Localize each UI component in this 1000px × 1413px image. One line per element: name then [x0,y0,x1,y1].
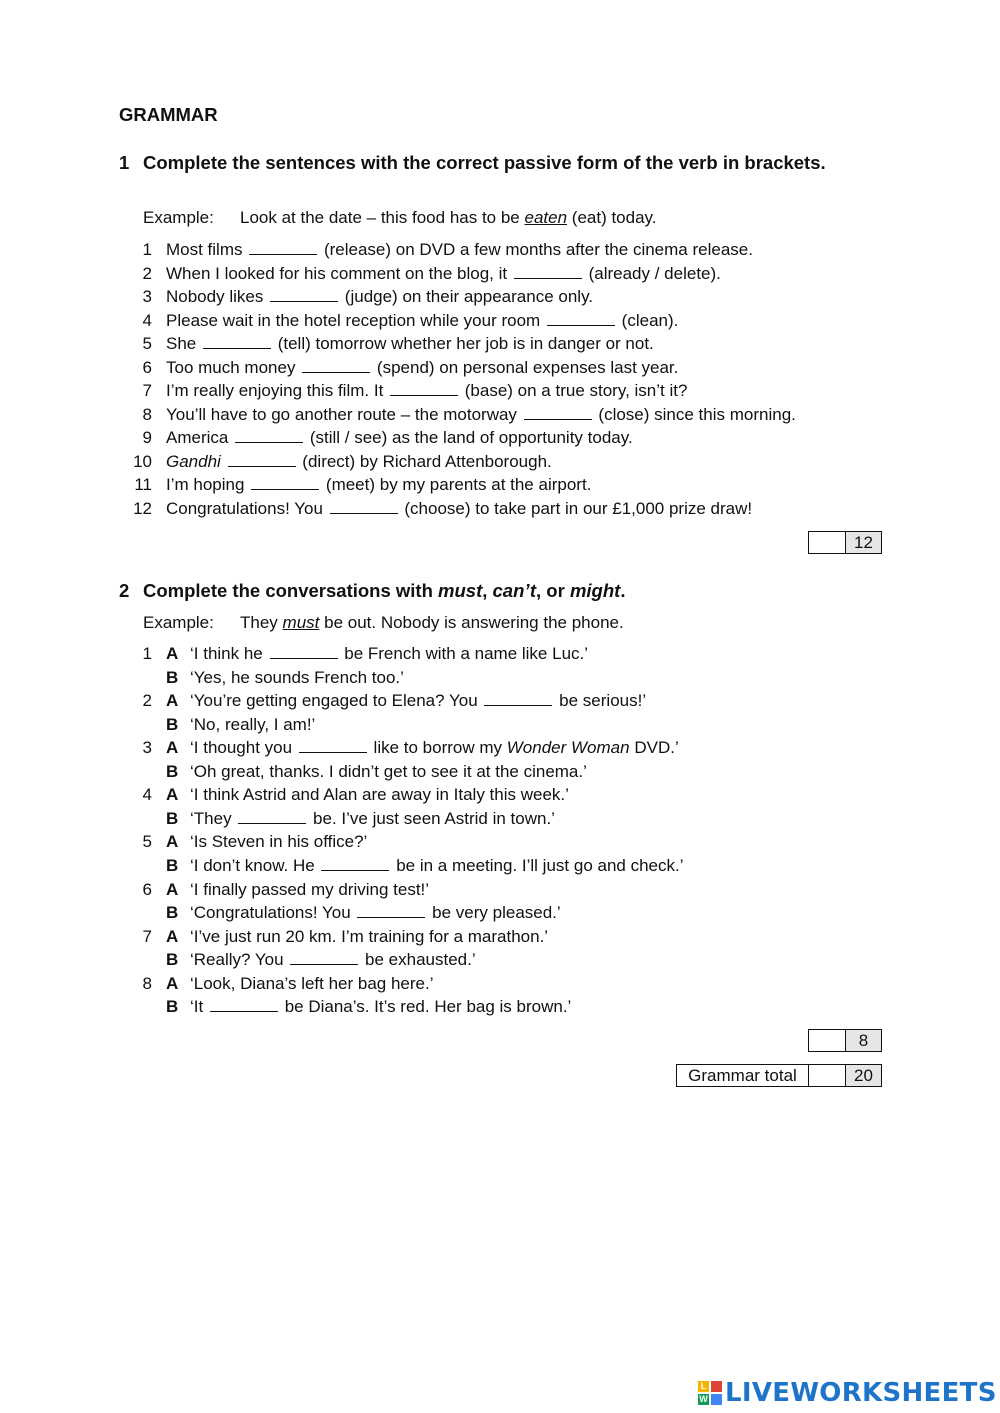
exercise-2-example [143,613,624,633]
sentence-pre: Nobody likes [166,287,264,306]
sentence-post: (choose) to take part in our £1,000 prize draw! [404,498,753,518]
example-answer: eaten [524,208,568,227]
speaker-b: B [166,903,179,922]
instruction-text: Complete the conversations with [143,580,439,601]
answer-blank[interactable] [330,499,398,514]
dialogue-line [190,691,646,711]
exercise-1-example [143,208,657,228]
dialogue-pre: ‘I thought you [190,738,293,758]
separator: , or [536,580,570,601]
dialogue-post: be serious!’ [559,691,647,711]
example-text-pre: Look at the date – this food has to be [240,208,520,227]
sentence-pre: I’m really enjoying this film. It [166,381,384,400]
item-number: 11 [134,475,152,494]
logo-letter: L [698,1381,709,1392]
sentence-pre: Please wait in the hotel reception while your room [166,310,541,330]
dialogue-line [190,997,571,1017]
sentence-item [166,381,687,401]
item-number: 8 [142,404,152,424]
sentence-item [166,499,752,519]
dialogue-pre: ‘Really? You [190,950,284,970]
answer-blank[interactable] [228,452,296,467]
sentence-item [166,334,654,354]
total-score-input[interactable] [809,1065,846,1086]
speaker-a: A [166,691,179,711]
modal-cant: can’t [492,580,537,601]
sentence-pre: When I looked for his comment on the blog, it [166,263,508,283]
sentence-pre: Congratulations! You [166,498,323,518]
sentence-pre: You’ll have to go another route – the motorway [166,404,517,424]
liveworksheets-logo[interactable] [698,1378,997,1408]
dialogue-pre: ‘They [190,808,232,828]
sentence-pre: Too much money [166,357,296,377]
speaker-a: A [166,926,179,946]
answer-blank[interactable] [547,311,615,326]
speaker-b: B [166,761,179,781]
sentence-post: (tell) tomorrow whether her job is in danger or not. [277,334,654,353]
sentence-item [166,311,678,331]
example-answer: must [282,613,320,632]
dialogue-line [190,927,548,947]
sentence-item [166,240,753,260]
dialogue-line [190,738,679,758]
score-max: 8 [846,1030,881,1051]
item-number: 4 [142,310,152,330]
modal-might: might [569,580,621,601]
answer-blank[interactable] [390,381,458,396]
dialogue-post: be very pleased.’ [432,903,561,922]
sentence-post: (judge) on their appearance only. [344,287,594,306]
exercise-2-number: 2 [119,580,130,601]
answer-blank[interactable] [238,809,306,824]
sentence-pre: Most films [166,240,243,259]
dialogue-text: ‘Yes, he sounds French too.’ [190,667,404,687]
sentence-post: (base) on a true story, isn’t it? [464,381,688,400]
dialogue-line [190,785,569,805]
dialogue-text: ‘Is Steven in his office?’ [190,832,368,852]
instruction-end: . [620,580,626,601]
dialogue-pre: ‘I think he [190,644,263,663]
total-score-max: 20 [846,1065,881,1086]
answer-blank[interactable] [270,644,338,659]
dialogue-pre: ‘I don’t know. He [190,855,315,875]
exercise-1-instruction: Complete the sentences with the correct passive form of the verb in brackets. [143,152,826,173]
dialogue-pre: ‘You’re getting engaged to Elena? You [190,691,478,711]
dialogue-line [190,762,587,782]
sentence-item [166,452,552,472]
speaker-b: B [166,950,179,970]
exercise-2-score-box [808,1029,882,1052]
logo-letter: W [699,1394,708,1404]
sentence-post: (spend) on personal expenses last year. [376,357,679,377]
brand-name: LIVEWORKSHEETS [725,1378,997,1408]
dialogue-post: like to borrow my [373,738,503,758]
dialogue-pre: ‘It [190,997,204,1017]
logo-icon [698,1381,722,1405]
answer-blank[interactable] [210,997,278,1012]
sentence-item [166,405,796,425]
score-input[interactable] [809,1030,846,1051]
speaker-b: B [166,855,179,875]
speaker-b: B [166,997,179,1017]
speaker-b: B [166,714,179,734]
answer-blank[interactable] [251,475,319,490]
item-number: 1 [142,644,152,663]
score-max: 12 [846,532,881,553]
exercise-1-score-box [808,531,882,554]
answer-blank[interactable] [357,903,425,918]
sentence-post: (direct) by Richard Attenborough. [302,451,552,471]
item-number: 9 [142,428,152,447]
dialogue-pre: ‘Congratulations! You [190,903,351,922]
example-label: Example: [143,613,214,632]
dialogue-text: ‘I think Astrid and Alan are away in Italy this week.’ [190,785,569,805]
example-text-post: be out. Nobody is answering the phone. [324,613,624,632]
separator: , [482,580,493,601]
item-number: 3 [142,738,152,758]
speaker-a: A [166,644,179,663]
answer-blank[interactable] [270,287,338,302]
answer-blank[interactable] [235,428,303,443]
example-text-post: (eat) today. [571,208,657,227]
grammar-total-label: Grammar total [677,1065,809,1086]
item-number: 10 [133,451,152,471]
dialogue-text: ‘I’ve just run 20 km. I’m training for a marathon.’ [190,926,549,946]
dialogue-line [190,644,588,664]
dialogue-line [190,950,476,970]
item-number: 6 [142,357,152,377]
sentence-post: (release) on DVD a few months after the cinema release. [323,240,753,259]
speaker-a: A [166,832,179,852]
item-number: 7 [142,381,152,400]
dialogue-post: be. I’ve just seen Astrid in town.’ [313,808,555,828]
dialogue-post: be French with a name like Luc.’ [344,644,589,663]
dialogue-text: ‘Look, Diana’s left her bag here.’ [190,973,434,993]
film-title: Gandhi [166,451,221,471]
item-number: 6 [142,879,152,899]
dialogue-line [190,809,555,829]
example-text-pre: They [240,613,278,632]
dialogue-text: ‘Oh great, thanks. I didn’t get to see it at the cinema.’ [190,761,587,781]
answer-blank[interactable] [249,240,317,255]
answer-blank[interactable] [484,691,552,706]
sentence-item [166,428,633,448]
item-number: 1 [142,240,152,259]
dialogue-post: be exhausted.’ [365,950,476,970]
dialogue-line [190,668,404,688]
speaker-b: B [166,808,179,828]
grammar-total-box [676,1064,882,1087]
speaker-a: A [166,738,179,758]
sentence-post: (close) since this morning. [598,404,796,424]
answer-blank[interactable] [514,264,582,279]
dialogue-post: be in a meeting. I’ll just go and check.’ [396,855,684,875]
dialogue-line [190,856,684,876]
sentence-item [166,287,593,307]
speaker-b: B [166,667,179,687]
answer-blank[interactable] [302,358,370,373]
example-label: Example: [143,208,214,227]
item-number: 8 [142,973,152,993]
answer-blank[interactable] [290,950,358,965]
speaker-a: A [166,785,179,805]
sentence-post: (clean). [621,310,679,330]
sentence-item [166,264,721,284]
item-number: 4 [142,785,152,805]
sentence-post: (already / delete). [588,263,721,283]
speaker-a: A [166,879,179,899]
item-number: 3 [142,287,152,306]
sentence-pre: She [166,334,197,353]
item-number: 2 [142,691,152,711]
dialogue-text: ‘I finally passed my driving test!’ [190,879,430,899]
dialogue-line [190,880,429,900]
sentence-pre: America [166,428,229,447]
film-title: Wonder Woman [506,738,630,758]
answer-blank[interactable] [524,405,592,420]
item-number: 12 [133,498,152,518]
item-number: 2 [142,263,152,283]
dialogue-line [190,715,315,735]
dialogue-post: DVD.’ [634,738,679,758]
item-number: 5 [142,832,152,852]
answer-blank[interactable] [203,334,271,349]
sentence-item [166,358,678,378]
sentence-pre: I’m hoping [166,475,245,494]
dialogue-text: ‘No, really, I am!’ [190,714,316,734]
exercise-2-instruction [143,579,843,603]
score-input[interactable] [809,532,846,553]
dialogue-post: be Diana’s. It’s red. Her bag is brown.’ [284,997,572,1017]
modal-must: must [438,580,483,601]
page-title: GRAMMAR [119,104,218,125]
sentence-item [166,475,591,495]
answer-blank[interactable] [299,738,367,753]
dialogue-line [190,903,561,923]
exercise-1-number: 1 [119,152,130,173]
sentence-post: (meet) by my parents at the airport. [325,475,592,494]
dialogue-line [190,974,434,994]
sentence-post: (still / see) as the land of opportunity today. [309,428,633,447]
item-number: 5 [142,334,152,353]
speaker-a: A [166,973,179,993]
answer-blank[interactable] [321,856,389,871]
dialogue-line [190,832,367,852]
item-number: 7 [142,926,152,946]
